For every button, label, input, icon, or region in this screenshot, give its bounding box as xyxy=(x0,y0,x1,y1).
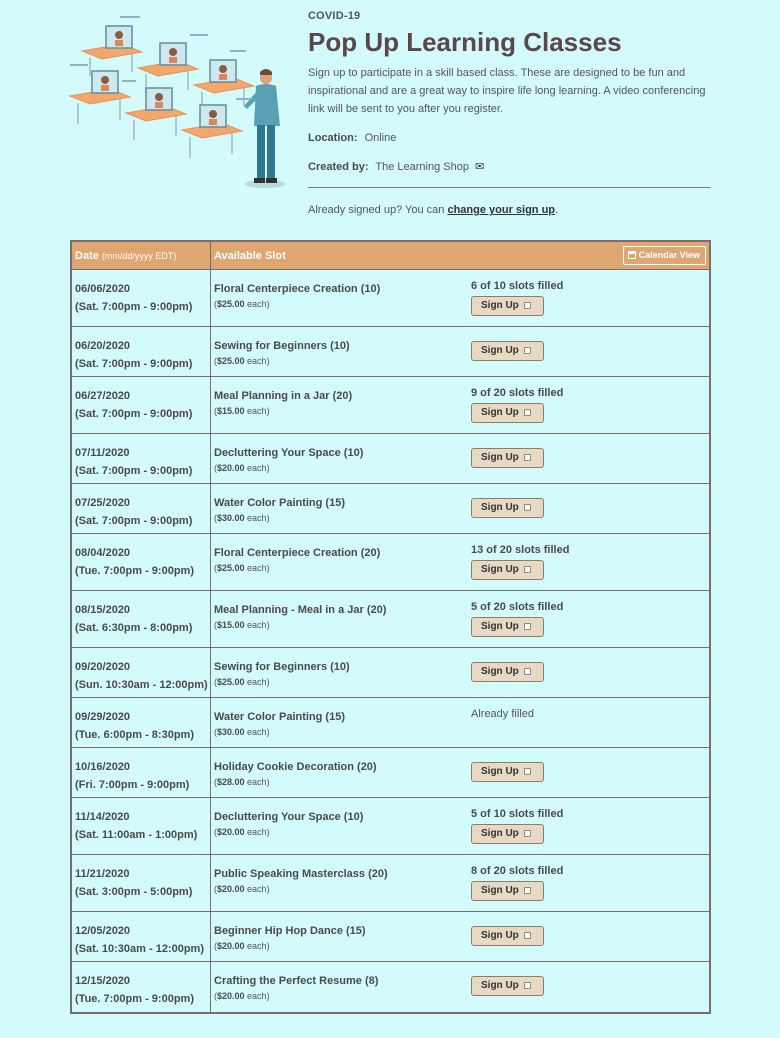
slot-cell xyxy=(211,534,468,590)
price-suffix: each xyxy=(247,299,267,309)
price-suffix: each xyxy=(247,463,267,473)
date-cell xyxy=(72,327,211,376)
price-suffix: each xyxy=(247,620,267,630)
table-row xyxy=(72,377,709,434)
date-cell xyxy=(72,855,211,911)
signup-button[interactable] xyxy=(471,498,544,518)
checkbox-icon[interactable] xyxy=(524,566,531,573)
slot-cell xyxy=(211,484,468,533)
slot-name: Holiday Cookie Decoration (20) xyxy=(214,761,377,773)
price-suffix: each xyxy=(247,941,267,951)
slot-status: 6 of 10 slots filled xyxy=(471,280,564,292)
signup-button[interactable] xyxy=(471,560,544,580)
checkbox-icon[interactable] xyxy=(524,668,531,675)
signup-button-label: Sign Up xyxy=(481,502,519,513)
checkbox-icon[interactable] xyxy=(524,830,531,837)
signup-table xyxy=(70,240,711,1014)
signup-button[interactable] xyxy=(471,617,544,637)
location-value: Online xyxy=(364,132,397,144)
slot-date: 12/15/2020 xyxy=(75,975,131,987)
slot-name: Public Speaking Masterclass (20) xyxy=(214,868,388,880)
action-cell xyxy=(468,434,709,483)
slot-cell xyxy=(211,855,468,911)
checkbox-icon[interactable] xyxy=(524,768,531,775)
slot-time: (Sat. 10:30am - 12:00pm) xyxy=(75,943,204,955)
slot-cell xyxy=(211,327,468,376)
signup-button[interactable] xyxy=(471,762,544,782)
slot-header-label: Available Slot xyxy=(214,250,286,262)
signup-button-label: Sign Up xyxy=(481,300,519,311)
slot-time: (Sat. 7:00pm - 9:00pm) xyxy=(75,301,193,313)
slot-name: Decluttering Your Space (10) xyxy=(214,447,364,459)
slot-price: ($20.00 each) xyxy=(214,941,270,951)
date-cell xyxy=(72,484,211,533)
page-title: Pop Up Learning Classes xyxy=(308,27,622,57)
date-header-label: Date xyxy=(75,250,99,262)
table-row xyxy=(72,798,709,855)
envelope-icon[interactable]: ✉ xyxy=(475,161,485,173)
slot-date: 11/21/2020 xyxy=(75,868,130,880)
slot-time: (Tue. 6:00pm - 8:30pm) xyxy=(75,729,194,741)
signup-button[interactable] xyxy=(471,926,544,946)
price-suffix: each xyxy=(247,356,267,366)
slot-date: 09/20/2020 xyxy=(75,661,131,673)
price-value: $25.00 xyxy=(217,563,245,573)
slot-cell xyxy=(211,591,468,647)
signup-button-label: Sign Up xyxy=(481,564,519,575)
checkbox-icon[interactable] xyxy=(524,887,531,894)
slot-name: Crafting the Perfect Resume (8) xyxy=(214,975,379,987)
date-cell xyxy=(72,962,211,1012)
signup-button[interactable] xyxy=(471,824,544,844)
price-value: $20.00 xyxy=(217,827,245,837)
slot-name: Water Color Painting (15) xyxy=(214,497,345,509)
price-value: $20.00 xyxy=(217,884,245,894)
slot-cell xyxy=(211,912,468,961)
slot-price: ($30.00 each) xyxy=(214,727,270,737)
page-description: Sign up to participate in a skill based class. These are designed to be fun and inspirational and are a great way to inspire life long learning. A video conferencing link will be sent to you after you register. xyxy=(308,67,706,115)
calendar-view-label: Calendar View xyxy=(638,250,700,260)
price-value: $15.00 xyxy=(217,406,245,416)
signup-button[interactable] xyxy=(471,881,544,901)
slot-time: (Sat. 7:00pm - 9:00pm) xyxy=(75,358,193,370)
page-header xyxy=(308,10,712,216)
slot-price: ($28.00 each) xyxy=(214,777,270,787)
action-cell xyxy=(468,484,709,533)
slot-date: 06/20/2020 xyxy=(75,340,131,352)
slot-price: ($20.00 each) xyxy=(214,991,270,1001)
slot-date: 12/05/2020 xyxy=(75,925,131,937)
table-row xyxy=(72,912,709,962)
slot-cell xyxy=(211,962,468,1012)
price-suffix: each xyxy=(247,563,267,573)
signup-button-label: Sign Up xyxy=(481,407,519,418)
checkbox-icon[interactable] xyxy=(524,454,531,461)
date-cell xyxy=(72,912,211,961)
price-suffix: each xyxy=(247,884,267,894)
table-body xyxy=(72,270,709,1012)
price-value: $25.00 xyxy=(217,299,245,309)
price-value: $28.00 xyxy=(217,777,245,787)
created-by-value: The Learning Shop xyxy=(375,161,469,173)
header-illustration xyxy=(60,6,300,192)
slot-date: 06/27/2020 xyxy=(75,390,131,402)
date-cell xyxy=(72,270,211,326)
eyebrow-label: COVID-19 xyxy=(308,10,361,22)
calendar-view-button[interactable] xyxy=(623,246,706,265)
checkbox-icon[interactable] xyxy=(524,409,531,416)
slot-time: (Tue. 7:00pm - 9:00pm) xyxy=(75,993,194,1005)
table-row xyxy=(72,698,709,748)
signed-suffix: . xyxy=(555,204,559,216)
price-value: $30.00 xyxy=(217,727,245,737)
calendar-icon xyxy=(628,251,636,259)
created-by-label: Created by: xyxy=(308,161,369,173)
table-row xyxy=(72,534,709,591)
slot-cell xyxy=(211,748,468,797)
price-value: $20.00 xyxy=(217,991,245,1001)
signup-button-label: Sign Up xyxy=(481,766,519,777)
location-label: Location: xyxy=(308,132,358,144)
slot-date: 07/25/2020 xyxy=(75,497,131,509)
price-value: $25.00 xyxy=(217,677,245,687)
action-cell xyxy=(468,962,709,1012)
signup-button-label: Sign Up xyxy=(481,666,519,677)
slot-cell xyxy=(211,270,468,326)
date-cell xyxy=(72,377,211,433)
slot-cell xyxy=(211,798,468,854)
checkbox-icon[interactable] xyxy=(524,347,531,354)
table-row xyxy=(72,748,709,798)
date-cell xyxy=(72,648,211,697)
date-cell xyxy=(72,748,211,797)
table-row xyxy=(72,270,709,327)
table-header xyxy=(72,242,709,270)
action-cell xyxy=(468,912,709,961)
action-cell xyxy=(468,534,709,590)
price-value: $20.00 xyxy=(217,941,245,951)
slot-time: (Sun. 10:30am - 12:00pm) xyxy=(75,679,208,691)
slot-name: Sewing for Beginners (10) xyxy=(214,340,350,352)
checkbox-icon[interactable] xyxy=(524,504,531,511)
checkbox-icon[interactable] xyxy=(524,932,531,939)
change-signup-link[interactable]: change your sign up xyxy=(447,204,556,216)
slot-time: (Sat. 11:00am - 1:00pm) xyxy=(75,829,198,841)
signup-button-label: Sign Up xyxy=(481,345,519,356)
already-signed-up-line xyxy=(308,204,712,216)
signup-button[interactable] xyxy=(471,448,544,468)
signup-button[interactable] xyxy=(471,341,544,361)
price-suffix: each xyxy=(247,406,267,416)
table-row xyxy=(72,327,709,377)
slot-cell xyxy=(211,377,468,433)
action-cell xyxy=(468,270,709,326)
signup-button[interactable] xyxy=(471,403,544,423)
slot-status: 5 of 20 slots filled xyxy=(471,601,564,613)
slot-time: (Fri. 7:00pm - 9:00pm) xyxy=(75,779,190,791)
date-header-note: (mm/dd/yyyy EDT) xyxy=(101,251,177,261)
slot-price: ($20.00 each) xyxy=(214,884,270,894)
checkbox-icon[interactable] xyxy=(524,302,531,309)
action-cell xyxy=(468,591,709,647)
date-cell xyxy=(72,434,211,483)
table-row xyxy=(72,591,709,648)
date-cell xyxy=(72,798,211,854)
slot-date: 11/14/2020 xyxy=(75,811,130,823)
slot-date: 08/15/2020 xyxy=(75,604,131,616)
date-cell xyxy=(72,591,211,647)
signup-button-label: Sign Up xyxy=(481,885,519,896)
slot-date: 07/11/2020 xyxy=(75,447,130,459)
slot-price: ($25.00 each) xyxy=(214,677,270,687)
action-cell xyxy=(468,327,709,376)
table-row xyxy=(72,962,709,1012)
location-line xyxy=(308,132,712,144)
slot-time: (Sat. 7:00pm - 9:00pm) xyxy=(75,515,193,527)
slot-name: Meal Planning - Meal in a Jar (20) xyxy=(214,604,387,616)
slot-status: 13 of 20 slots filled xyxy=(471,544,570,556)
signup-button[interactable] xyxy=(471,296,544,316)
slot-time: (Sat. 3:00pm - 5:00pm) xyxy=(75,886,193,898)
table-row xyxy=(72,855,709,912)
slot-name: Sewing for Beginners (10) xyxy=(214,661,350,673)
signup-button-label: Sign Up xyxy=(481,980,519,991)
date-cell xyxy=(72,698,211,747)
price-suffix: each xyxy=(247,513,267,523)
date-column-header xyxy=(72,242,211,269)
signup-button[interactable] xyxy=(471,662,544,682)
slot-status: 5 of 10 slots filled xyxy=(471,808,564,820)
slot-status: Already filled xyxy=(471,708,534,720)
price-suffix: each xyxy=(247,777,267,787)
created-by-line xyxy=(308,160,712,173)
slot-name: Meal Planning in a Jar (20) xyxy=(214,390,353,402)
signup-button-label: Sign Up xyxy=(481,621,519,632)
slot-status: 9 of 20 slots filled xyxy=(471,387,564,399)
slot-time: (Sat. 6:30pm - 8:00pm) xyxy=(75,622,193,634)
slot-cell xyxy=(211,434,468,483)
slot-name: Decluttering Your Space (10) xyxy=(214,811,364,823)
slot-time: (Sat. 7:00pm - 9:00pm) xyxy=(75,465,193,477)
table-row xyxy=(72,434,709,484)
slot-price: ($25.00 each) xyxy=(214,356,270,366)
slot-price: ($25.00 each) xyxy=(214,563,270,573)
slot-name: Floral Centerpiece Creation (20) xyxy=(214,547,381,559)
price-suffix: each xyxy=(247,827,267,837)
signed-prefix: Already signed up? You can xyxy=(308,204,445,216)
action-cell xyxy=(468,698,709,747)
slot-time: (Sat. 7:00pm - 9:00pm) xyxy=(75,408,193,420)
action-cell xyxy=(468,648,709,697)
signup-button-label: Sign Up xyxy=(481,452,519,463)
price-suffix: each xyxy=(247,727,267,737)
price-suffix: each xyxy=(247,677,267,687)
price-value: $30.00 xyxy=(217,513,245,523)
slot-price: ($25.00 each) xyxy=(214,299,270,309)
price-value: $15.00 xyxy=(217,620,245,630)
slot-date: 06/06/2020 xyxy=(75,283,131,295)
price-value: $20.00 xyxy=(217,463,245,473)
signup-button[interactable] xyxy=(471,976,544,996)
action-cell xyxy=(468,748,709,797)
slot-price: ($20.00 each) xyxy=(214,463,270,473)
header-divider xyxy=(308,187,710,188)
slot-price: ($15.00 each) xyxy=(214,620,270,630)
slot-date: 08/04/2020 xyxy=(75,547,131,559)
slot-cell xyxy=(211,698,468,747)
slot-status: 8 of 20 slots filled xyxy=(471,865,564,877)
table-row xyxy=(72,484,709,534)
table-row xyxy=(72,648,709,698)
slot-price: ($20.00 each) xyxy=(214,827,270,837)
signup-button-label: Sign Up xyxy=(481,930,519,941)
checkbox-icon[interactable] xyxy=(524,623,531,630)
slot-column-header xyxy=(211,242,709,269)
action-cell xyxy=(468,855,709,911)
signup-button-label: Sign Up xyxy=(481,828,519,839)
date-cell xyxy=(72,534,211,590)
checkbox-icon[interactable] xyxy=(524,982,531,989)
slot-date: 10/16/2020 xyxy=(75,761,131,773)
action-cell xyxy=(468,798,709,854)
slot-name: Water Color Painting (15) xyxy=(214,711,345,723)
slot-time: (Tue. 7:00pm - 9:00pm) xyxy=(75,565,194,577)
action-cell xyxy=(468,377,709,433)
slot-name: Floral Centerpiece Creation (10) xyxy=(214,283,381,295)
price-value: $25.00 xyxy=(217,356,245,366)
slot-price: ($30.00 each) xyxy=(214,513,270,523)
slot-cell xyxy=(211,648,468,697)
slot-price: ($15.00 each) xyxy=(214,406,270,416)
slot-date: 09/29/2020 xyxy=(75,711,131,723)
price-suffix: each xyxy=(247,991,267,1001)
slot-name: Beginner Hip Hop Dance (15) xyxy=(214,925,366,937)
